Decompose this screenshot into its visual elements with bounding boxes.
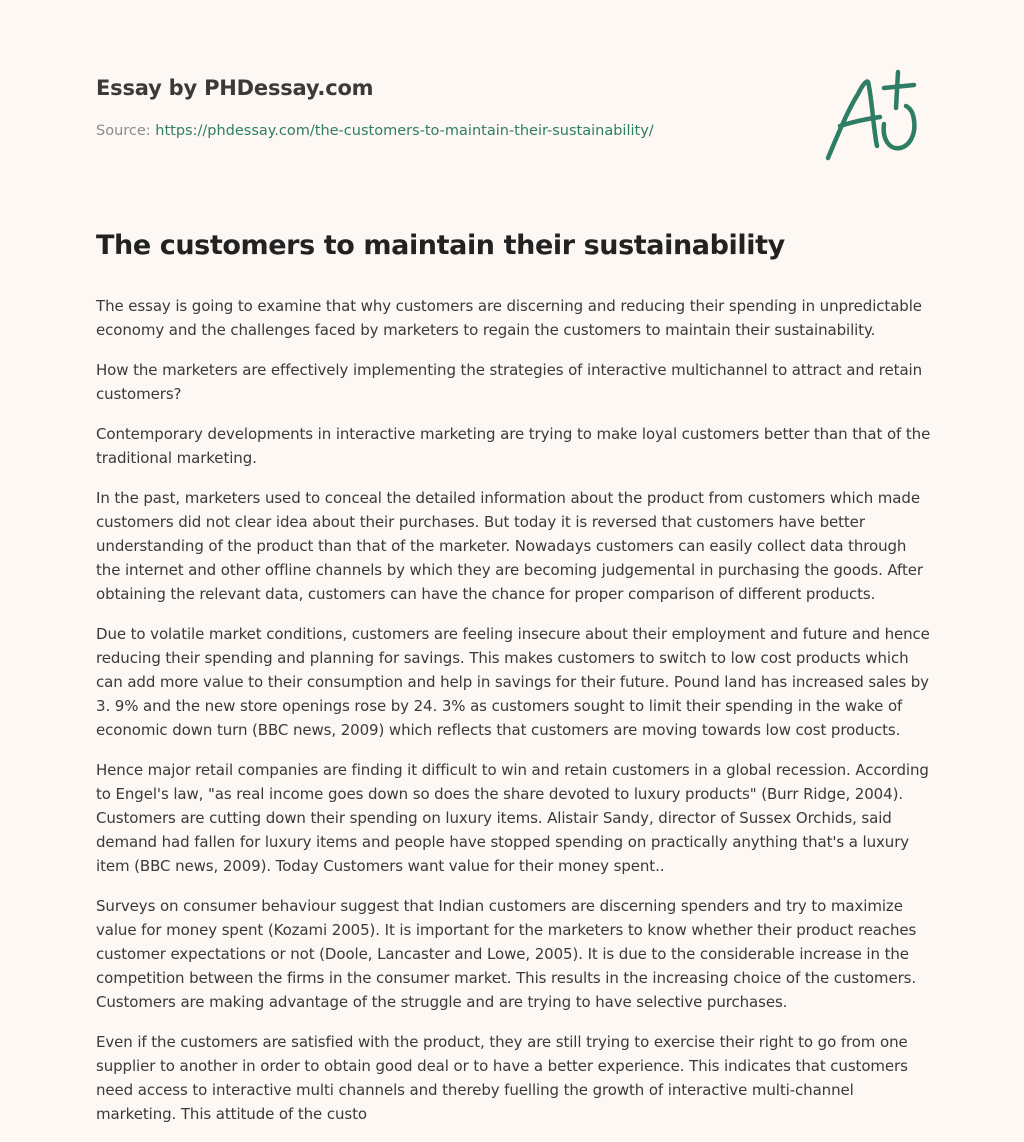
essay-paragraph-4: In the past, marketers used to conceal the detailed information about the product from customers which made customers did not clear idea about their purchases. But today it is reversed that customers have better understanding of the product than that of the marketer. Nowadays customers can easily collect data through the internet and other offline channels by which they are becoming judgemental in purchasing the goods. After obtaining the relevant data, customers can have the chance for proper comparison of different products. (96, 489, 923, 603)
essay-content (96, 224, 932, 1142)
essay-paragraph-8: Even if the customers are satisfied with the product, they are still trying to exercise their right to go from one supplier to another in order to obtain good deal or to have a better experience. This indicates that customers need access to interactive multi channels and thereby fuelling the growth of interactive multi-channel marketing. This attitude of the custo (96, 1033, 908, 1123)
essay-paragraph-3: Contemporary developments in interactive marketing are trying to make loyal customers better than that of the traditional marketing. (96, 425, 931, 467)
source-label: Source: (96, 123, 151, 139)
essay-paragraph-7: Surveys on consumer behaviour suggest that Indian customers are discerning spenders and try to maximize value for money spent (Kozami 2005). It is important for the marketers to know whether their product reaches customer expectations or not (Doole, Lancaster and Lowe, 2005). It is due to the considerable increase in the competition between the firms in the consumer market. This results in the increasing choice of the customers. Customers are making advantage of the struggle and are trying to have selective purchases. (96, 897, 917, 1011)
a-plus-logo-icon (822, 64, 926, 168)
site-title: Essay by PHDessay.com (96, 76, 374, 100)
essay-title: The customers to maintain their sustainability (96, 230, 785, 261)
essay-paragraph-1: The essay is going to examine that why customers are discerning and reducing their spending in unpredictable economy and the challenges faced by marketers to regain the customers to maintain their sustainability. (96, 297, 922, 339)
essay-paragraph-2: How the marketers are effectively implementing the strategies of interactive multichannel to attract and retain customers? (96, 361, 923, 403)
page-header (96, 0, 928, 200)
essay-paragraph-6: Hence major retail companies are finding it difficult to win and retain customers in a global recession. According to Engel's law, "as real income goes down so does the share devoted to luxury products" (Burr Ridge, 2004). Customers are cutting down their spending on luxury items. Alistair Sandy, director of Sussex Orchids, said demand had fallen for luxury items and people have stopped spending on practically anything that's a luxury item (BBC news, 2009). Today Customers want value for their money spent.. (96, 761, 929, 875)
source-line (96, 123, 654, 139)
essay-paragraph-5: Due to volatile market conditions, customers are feeling insecure about their employment and future and hence reducing their spending and planning for savings. This makes customers to switch to low cost products which can add more value to their consumption and help in savings for their future. Pound land has increased sales by 3. 9% and the new store openings rose by 24. 3% as customers sought to limit their spending in the wake of economic down turn (BBC news, 2009) which reflects that customers are moving towards low cost products. (96, 625, 930, 739)
source-link[interactable]: https://phdessay.com/the-customers-to-maintain-their-sustainability/ (155, 123, 654, 139)
